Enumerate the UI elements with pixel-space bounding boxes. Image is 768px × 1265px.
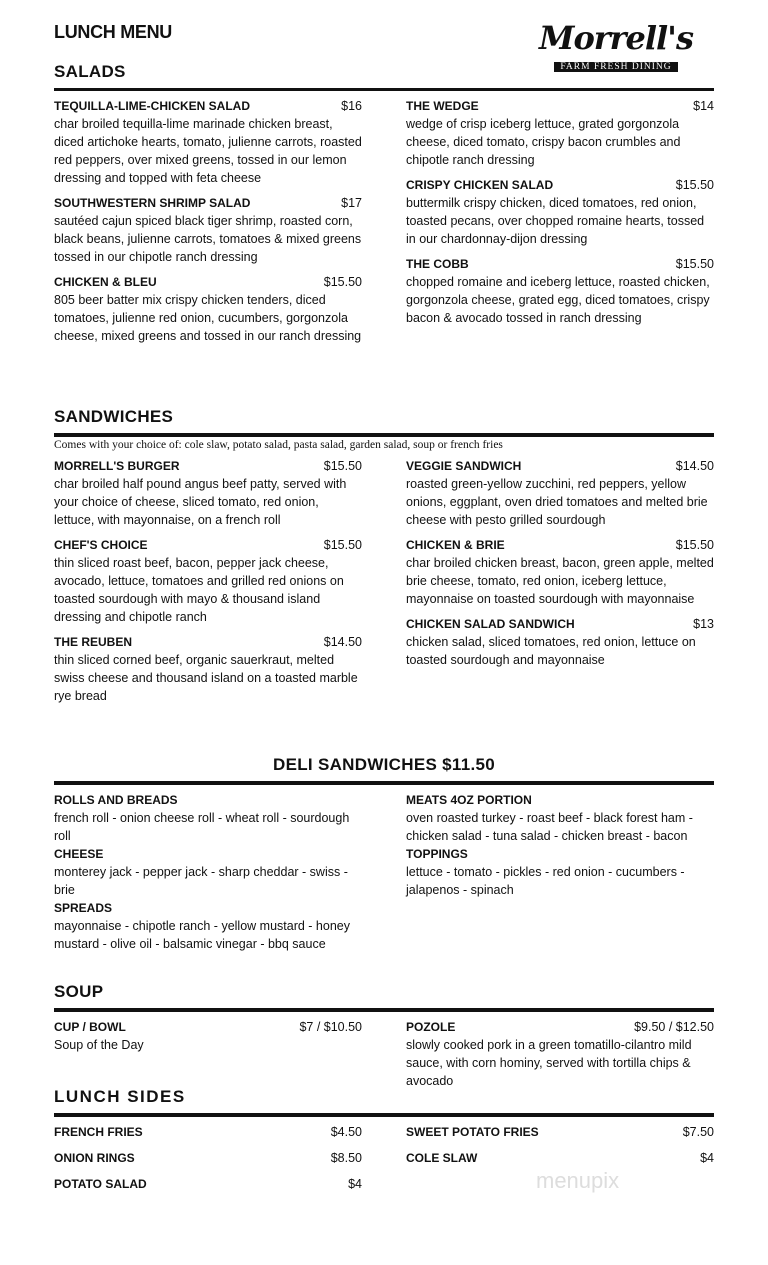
menu-column (54, 97, 362, 352)
menu-item (54, 1123, 362, 1141)
menu-item (406, 1018, 714, 1090)
menu-item (54, 899, 362, 953)
menu-column (406, 457, 714, 712)
menu-item (406, 1149, 714, 1167)
item-price: $14.50 (323, 635, 362, 649)
item-name: TEQUILLA-LIME-CHICKEN SALAD (54, 99, 250, 113)
menu-item (54, 194, 362, 266)
menu-column (406, 97, 714, 352)
item-name: POZOLE (406, 1020, 456, 1034)
menu-item (54, 273, 362, 345)
item-price: $14.50 (675, 459, 714, 473)
item-name: CHICKEN & BRIE (406, 538, 505, 552)
item-description: chopped romaine and iceberg lettuce, roasted chicken, gorgonzola cheese, grated egg, diced tomatoes, crispy bacon & avocado tossed in ranch dressing (406, 275, 710, 325)
item-description: thin sliced roast beef, bacon, pepper jack cheese, avocado, lettuce, tomatoes and grilled red onions on toasted sourdough with mayo & thousand island dressing and chipotle ranch (54, 556, 344, 624)
item-description: french roll - onion cheese roll - wheat roll - sourdough roll (54, 811, 350, 843)
menu-item (54, 633, 362, 705)
item-description: slowly cooked pork in a green tomatillo-cilantro mild sauce, with corn hominy, served with tortilla chips & avocado (406, 1038, 692, 1088)
logo-tagline: FARM FRESH DINING (554, 62, 677, 72)
menu-item (54, 791, 362, 845)
section-divider (54, 1113, 714, 1117)
item-name: VEGGIE SANDWICH (406, 459, 522, 473)
item-name: COLE SLAW (406, 1151, 478, 1165)
item-price: $14 (693, 99, 714, 113)
sides-note: Comes with your choice of: cole slaw, potato salad, pasta salad, garden salad, soup or french fries (54, 439, 503, 451)
item-price: $4 (348, 1177, 362, 1191)
menu-item (406, 536, 714, 608)
menu-column (406, 1018, 714, 1097)
item-name: CHICKEN & BLEU (54, 275, 157, 289)
section-divider (54, 433, 714, 437)
item-name: FRENCH FRIES (54, 1125, 143, 1139)
item-description: char broiled chicken breast, bacon, green apple, melted brie cheese, tomato, red onion, iceberg lettuce, mayonnaise on toasted sourdough with mayonnaise (406, 556, 714, 606)
item-description: oven roasted turkey - roast beef - black forest ham - chicken salad - tuna salad - chicken breast - bacon (406, 811, 693, 843)
item-price: $15.50 (323, 538, 362, 552)
item-price: $7 / $10.50 (299, 1020, 362, 1034)
item-price: $17 (341, 196, 362, 210)
sandwiches-section (54, 407, 714, 712)
menu-item (54, 845, 362, 899)
watermark: menupix (536, 1168, 620, 1193)
item-description: buttermilk crispy chicken, diced tomatoes, red onion, toasted pecans, over chopped romaine hearts, tossed in our chardonnay-dijon dressing (406, 196, 705, 246)
item-name: CHEF'S CHOICE (54, 538, 148, 552)
item-description: 805 beer batter mix crispy chicken tenders, diced tomatoes, julienne red onion, cucumbers, gorgonzola cheese, mixed greens and tossed in our ranch dressing (54, 293, 362, 343)
item-price: $8.50 (330, 1151, 362, 1165)
item-description: monterey jack - pepper jack - sharp cheddar - swiss - brie (54, 865, 348, 897)
item-name: THE COBB (406, 257, 469, 271)
menu-item (54, 1018, 362, 1054)
item-name: CHICKEN SALAD SANDWICH (406, 617, 575, 631)
item-description: mayonnaise - chipotle ranch - yellow mustard - honey mustard - olive oil - balsamic vinegar - bbq sauce (54, 919, 350, 951)
section-heading: LUNCH SIDES (54, 1087, 186, 1106)
menu-column (54, 1123, 362, 1201)
menu-item (54, 1175, 362, 1193)
item-name: CUP / BOWL (54, 1020, 126, 1034)
section-heading: DELI SANDWICHES $11.50 (273, 755, 495, 774)
menu-item (406, 255, 714, 327)
menu-item (54, 536, 362, 626)
item-description: sautéed cajun spiced black tiger shrimp, roasted corn, black beans, julienne carrots, tomatoes & mixed greens tossed in our chipotle ranch dressing (54, 214, 362, 264)
section-heading: SOUP (54, 982, 104, 1001)
item-price: $15.50 (675, 257, 714, 271)
item-price: $9.50 / $12.50 (634, 1020, 714, 1034)
item-name: TOPPINGS (406, 847, 468, 861)
item-name: ONION RINGS (54, 1151, 135, 1165)
item-description: lettuce - tomato - pickles - red onion - cucumbers - jalapenos - spinach (406, 865, 685, 897)
menu-item (54, 97, 362, 187)
item-price: $16 (341, 99, 362, 113)
section-heading: SANDWICHES (54, 407, 174, 426)
item-description: chicken salad, sliced tomatoes, red onion, lettuce on toasted sourdough and mayonnaise (406, 635, 696, 667)
item-description: char broiled tequilla-lime marinade chicken breast, diced artichoke hearts, tomato, julienne carrots, roasted red peppers, over mixed greens, tossed in our lemon dressing and topped with feta cheese (54, 117, 362, 185)
item-description: roasted green-yellow zucchini, red peppers, yellow onions, eggplant, oven dried tomatoes and melted brie cheese with pesto grilled sourdough (406, 477, 708, 527)
item-name: CHEESE (54, 847, 104, 861)
item-name: MORRELL'S BURGER (54, 459, 180, 473)
item-price: $15.50 (675, 538, 714, 552)
item-price: $4 (700, 1151, 714, 1165)
menu-title: LUNCH MENU (54, 22, 172, 42)
menu-item (406, 457, 714, 529)
item-name: MEATS 4OZ PORTION (406, 793, 532, 807)
item-price: $7.50 (682, 1125, 714, 1139)
item-name: SWEET POTATO FRIES (406, 1125, 539, 1139)
logo-wordmark: Morrell's (539, 19, 693, 57)
menu-item (406, 615, 714, 669)
section-divider (54, 1008, 714, 1012)
menu-item (406, 791, 714, 845)
menu-item (54, 457, 362, 529)
menu-item (406, 97, 714, 169)
item-description: wedge of crisp iceberg lettuce, grated gorgonzola cheese, diced tomato, crispy bacon crumbles and chipotle ranch dressing (406, 117, 681, 167)
item-description: thin sliced corned beef, organic sauerkraut, melted swiss cheese and thousand island on a toasted marble rye bread (54, 653, 358, 703)
item-name: POTATO SALAD (54, 1177, 147, 1191)
menu-item (54, 1149, 362, 1167)
item-price: $13 (693, 617, 714, 631)
item-name: CRISPY CHICKEN SALAD (406, 178, 554, 192)
deli-section (54, 755, 714, 953)
item-description: char broiled half pound angus beef patty, served with your choice of cheese, sliced tomato, red onion, lettuce, with mayonnaise, on a french roll (54, 477, 347, 527)
menu-column (54, 791, 362, 953)
item-price: $15.50 (323, 459, 362, 473)
section-divider (54, 88, 714, 91)
section-heading: SALADS (54, 62, 126, 81)
menu-item (406, 1123, 714, 1141)
menu-item (406, 845, 714, 899)
item-name: SOUTHWESTERN SHRIMP SALAD (54, 196, 251, 210)
item-description: Soup of the Day (54, 1038, 144, 1052)
menu-column (406, 791, 714, 953)
menu-column (54, 1018, 362, 1097)
item-name: SPREADS (54, 901, 113, 915)
item-price: $15.50 (675, 178, 714, 192)
item-price: $15.50 (323, 275, 362, 289)
item-name: THE REUBEN (54, 635, 133, 649)
item-name: THE WEDGE (406, 99, 479, 113)
item-name: ROLLS AND BREADS (54, 793, 178, 807)
menu-item (406, 176, 714, 248)
section-divider (54, 781, 714, 785)
menu-column (54, 457, 362, 712)
soup-section (54, 982, 714, 1097)
salads-section (54, 62, 714, 352)
item-price: $4.50 (330, 1125, 362, 1139)
